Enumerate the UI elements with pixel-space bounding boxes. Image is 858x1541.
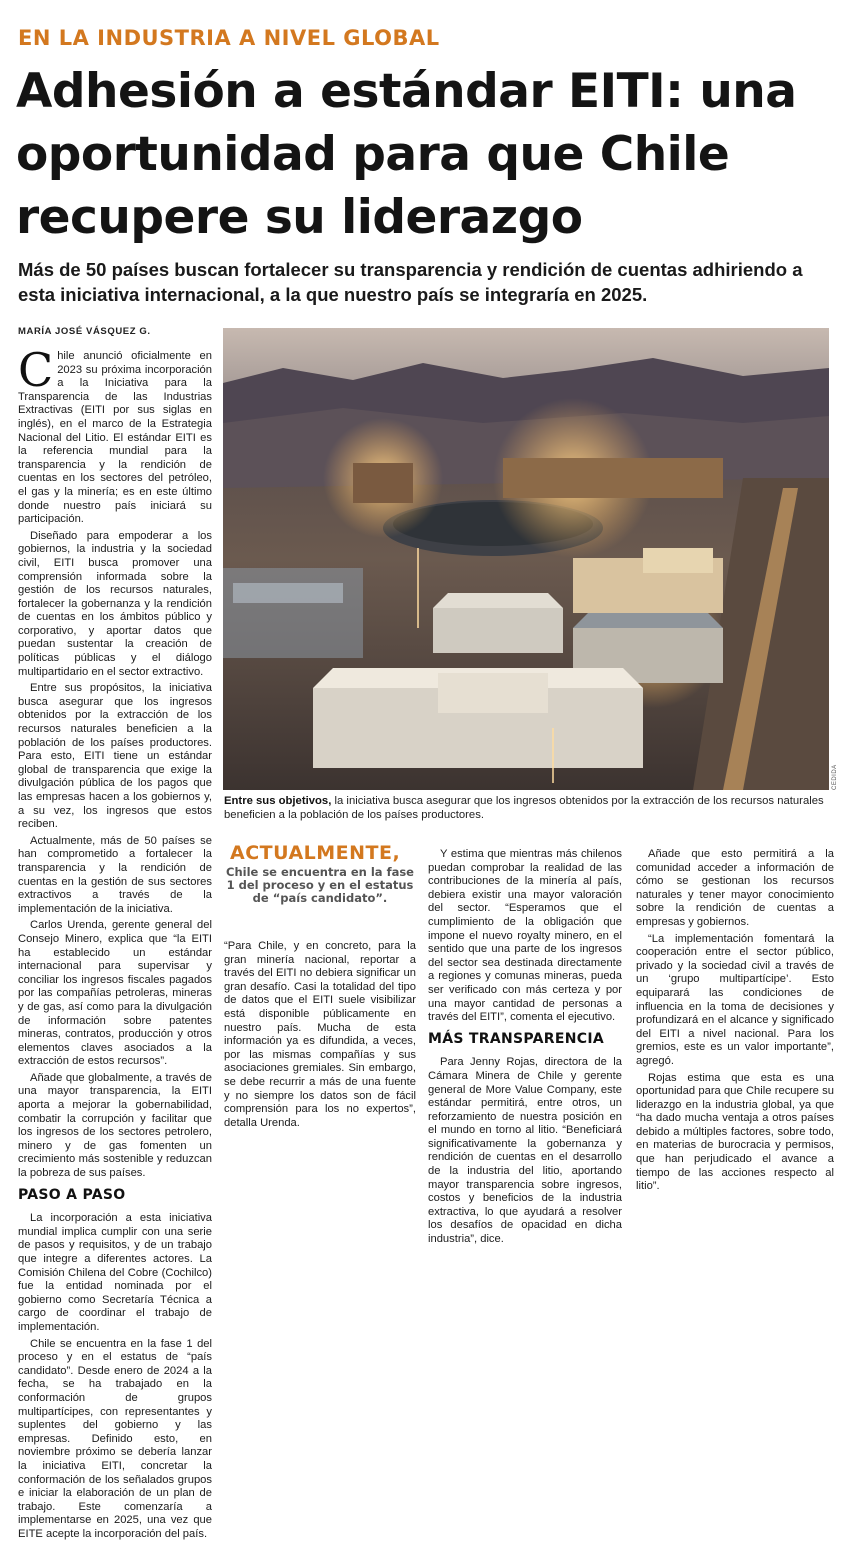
article-kicker: EN LA INDUSTRIA A NIVEL GLOBAL	[18, 26, 440, 50]
paragraph-10: Y estima que mientras más chilenos puedan comprobar la realidad de las contribuciones de la minería al país, debiera existir una mayor valoración del sector. “Esperamos que el cumplimiento de la obligación que impone el nuevo royalty minero, en el sentido que una parte de los ingresos del sector sea destinada directamente a regiones y comunas mineras, pueda ser verificado con más certeza y por una mayor cantidad de personas a través del EITI”, comenta el ejecutivo.	[428, 848, 622, 1024]
photo-caption	[224, 794, 828, 822]
subhead-paso-a-paso: PASO A PASO	[18, 1186, 126, 1203]
photo-credit: CEDIDA	[832, 764, 838, 790]
article-title: Adhesión a estándar EITI: una oportunidad para que Chile recupere su liderazgo	[16, 64, 797, 245]
paragraph-11: Para Jenny Rojas, directora de la Cámara Minera de Chile y gerente general de More Value Company, este estándar permitirá, entre otros, un reforzamiento de nuestra posición en el mundo en torno al litio. “Beneficiará significativamente la gobernanza y rendición de cuentas en el desarrollo de la industria del litio, aportando mayor transparencia sobre ingresos, costos y beneficios de la industria extractiva, lo que ayudará a resolver los desafíos de opacidad en dicha industria”, dice.	[428, 1056, 622, 1246]
paragraph-8: Chile se encuentra en la fase 1 del proceso y en el estatus de “país candidato”. Desde enero de 2024 a la fecha, se ha trabajado en la conformación de grupos multipartícipes, con representantes y suplentes del gobierno y las empresas. Definido esto, en noviembre próximo se debería lanzar la iniciativa EITI, concretar la conformación de los señalados grupos e iniciar la elaboración de un plan de trabajo. Este comenzaría a implementarse en 2025, una vez que EITE acepte la incorporación del país.	[18, 1337, 212, 1540]
text-column-2	[224, 940, 416, 1190]
text-column-4	[636, 848, 834, 1193]
caption-lead: Entre sus objetivos,	[224, 795, 332, 807]
article-byline: MARÍA JOSÉ VÁSQUEZ G.	[18, 326, 151, 337]
caption-text: la iniciativa busca asegurar que los ingresos obtenidos por la extracción de los recursos naturales beneficien a la población de los países productores.	[224, 795, 824, 821]
paragraph-1-text: hile anunció oficialmente en 2023 su próxima incorporación a la Iniciativa para la Transparencia de las Industrias Extractivas (EITI por sus siglas en inglés), en el marco de la Estrategia Nacional del Litio. El estándar EITI es la referencia mundial para la transparencia y la rendición de cuentas en los sectores del petróleo, el gas y la minería; es en este último donde nuestro país iniciará su participación.	[18, 350, 212, 526]
text-column-1	[18, 343, 212, 1540]
drop-cap: C	[18, 343, 54, 397]
paragraph-13: “La implementación fomentará la cooperación entre el sector público, privado y la sociedad civil a través de un ‘grupo multipartícipe’. Esto equiparará las condiciones de influencia en la toma de decisiones y profundizará en el alcance y significado del EITI a nivel nacional. Para los gremios, este es un valor importante”, agregó.	[636, 932, 834, 1067]
paragraph-3: Entre sus propósitos, la iniciativa busca asegurar que los ingresos obtenidos por la extracción de los recursos naturales beneficien a la población de los países productores. Para esto, EITI tiene un estándar global de transparencia que exige la divulgación pública de los pagos que las empresas hacen a los gobiernos y, a su vez, los ingresos que estos reciben.	[18, 682, 212, 831]
subhead-mas-transparencia: MÁS TRANSPARENCIA	[428, 1030, 604, 1047]
paragraph-2: Diseñado para empoderar a los gobiernos, la industria y la sociedad civil, EITI busca promover una comprensión informada sobre la gestión de los recursos naturales, fortalecer la gobernanza y la rendición de cuentas en los ámbitos público y corporativo, y aportar datos que puedan sustentar la creación de políticas públicas y el diálogo multipartidario en el sector extractivo.	[18, 529, 212, 678]
paragraph-12: Añade que esto permitirá a la comunidad acceder a información de cómo se gestionan los recursos naturales y tener mayor conocimiento sobre la rendición de cuentas a empresas y gobiernos.	[636, 848, 834, 928]
mine-photo	[223, 328, 829, 790]
paragraph-5: Carlos Urenda, gerente general del Consejo Minero, explica que “la EITI ha establecido un estándar internacional para supervisar y conciliar los ingresos fiscales pagados por las compañías petroleras, mineras y de gas, así como para la divulgación de información sobre patentes mineras, contratos, producción y otros elementos claves asociados a la extracción de estos recursos”.	[18, 919, 212, 1068]
pull-quote-text: Chile se encuentra en la fase 1 del proceso y en el estatus de “país candidato”.	[226, 865, 414, 905]
mine-photo-illustration	[223, 328, 829, 790]
pull-quote	[224, 842, 416, 905]
paragraph-1	[18, 343, 212, 527]
paragraph-6: Añade que globalmente, a través de una mayor transparencia, la EITI aporta a mejorar la gobernabilidad, combatir la corrupción y facilitar que los ingresos de los sectores petrolero, minero y de gas fomenten un crecimiento más sostenible y reduzcan la pobreza de sus países.	[18, 1071, 212, 1180]
pull-quote-head: ACTUALMENTE,	[230, 842, 401, 864]
text-column-3	[428, 848, 622, 1246]
article-subtitle: Más de 50 países buscan fortalecer su transparencia y rendición de cuentas adhiriendo a esta iniciativa internacional, a la que nuestro país se integraría en 2025.	[18, 259, 803, 305]
paragraph-14: Rojas estima que esta es una oportunidad para que Chile recupere su liderazgo en la industria global, ya que “ha dado mucha ventaja a otros países debido a múltiples factores, sobre todo, en materias de burocracia y permisos, que han perjudicado el avance a tiempo de las acciones respecto al litio”.	[636, 1071, 834, 1193]
paragraph-7: La incorporación a esta iniciativa mundial implica cumplir con una serie de pasos y requisitos, y de un trabajo que integre a diferentes actores. La Comisión Chilena del Cobre (Cochilco) fue la entidad nominada por el gobierno como Secretaría Técnica a cargo de coordinar el trabajo de implementación.	[18, 1212, 212, 1333]
paragraph-4: Actualmente, más de 50 países se han comprometido a fortalecer la transparencia y la rendición de cuentas en la gestión de sus sectores extractivos a través de la implementación de la iniciativa.	[18, 834, 212, 915]
paragraph-9: “Para Chile, y en concreto, para la gran minería nacional, reportar a través del EITI no debiera significar un gran desafío. Casi la totalidad del tipo de datos que el EITI suele visibilizar está disponible públicamente en nuestro país. Mucha de esta información ya es difundida, a veces, por las mismas compañías y sus asociaciones gremiales. Sin embargo, se debe recurrir a más de una fuente y no siempre los datos son de fácil comprensión para los no expertos”, detalla Urenda.	[224, 940, 416, 1129]
